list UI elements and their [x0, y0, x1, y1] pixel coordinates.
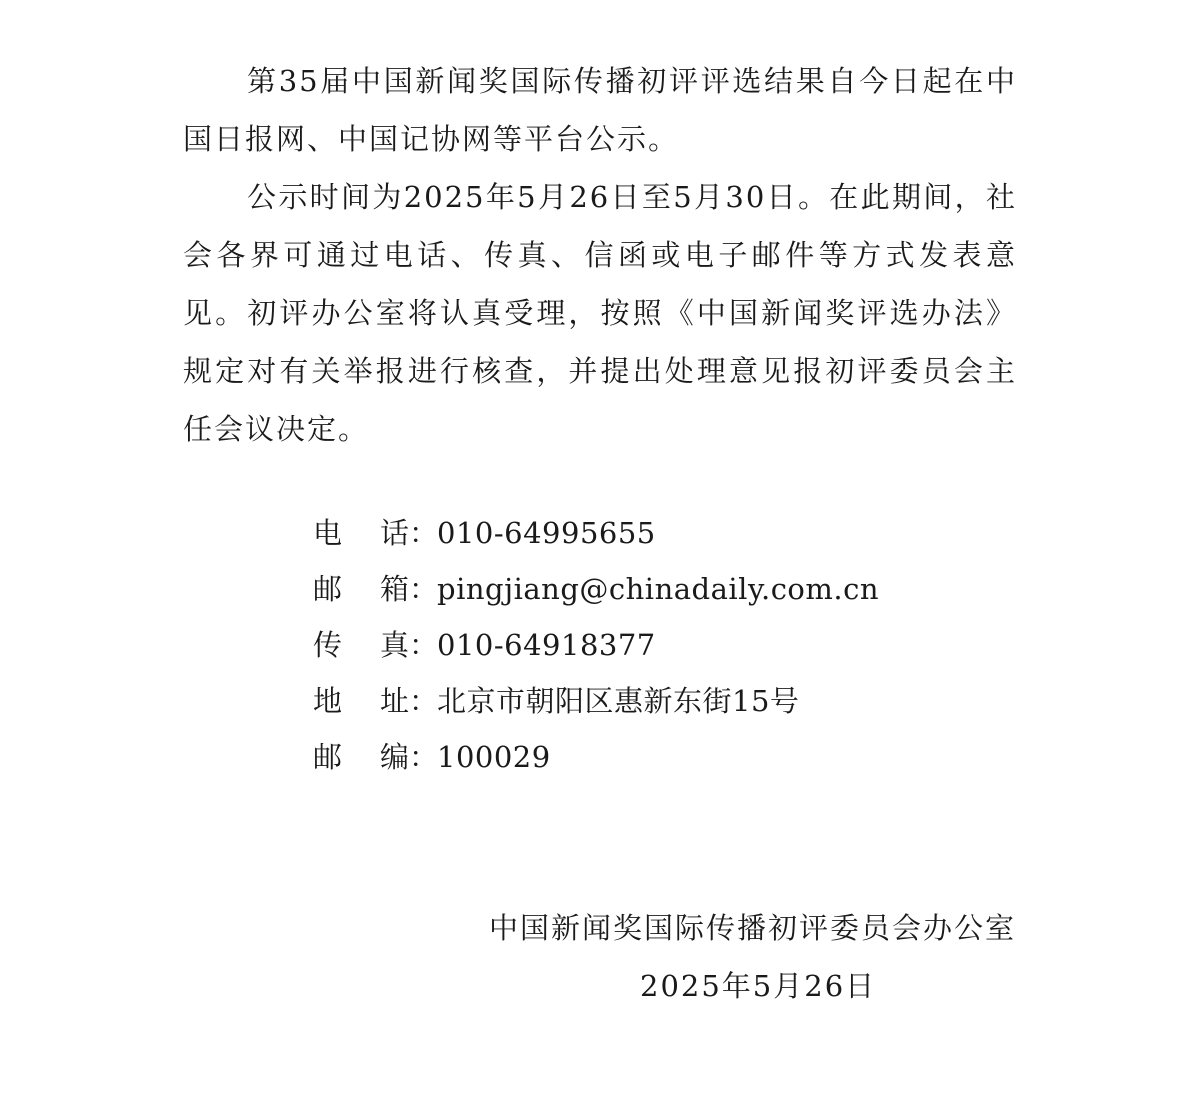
contact-row-email [313, 561, 953, 617]
contact-colon: ： [409, 628, 439, 662]
contact-label-email: 邮箱 [313, 572, 409, 606]
contact-label-postcode: 邮编 [313, 740, 409, 774]
contact-info-block [313, 505, 953, 785]
contact-value-address: 北京市朝阳区惠新东街15号 [437, 684, 800, 718]
contact-label-address: 地址 [313, 684, 409, 718]
contact-label-fax: 传真 [313, 628, 409, 662]
announcement-paragraph-2: 公示时间为2025年5月26日至5月30日。在此期间，社会各界可通过电话、传真、信函或电子邮件等方式发表意见。初评办公室将认真受理，按照《中国新闻奖评选办法》规定对有关举报进行核查，并提出处理意见报初评委员会主任会议决定。 [183, 180, 1017, 446]
contact-value-postcode: 100029 [437, 740, 551, 774]
contact-label-phone: 电话 [313, 516, 409, 550]
signature-organization: 中国新闻奖国际传播初评委员会办公室 [488, 911, 1016, 945]
contact-value-email: pingjiang@chinadaily.com.cn [437, 572, 880, 606]
contact-row-phone [313, 505, 953, 561]
contact-row-address [313, 673, 953, 729]
contact-value-fax: 010-64918377 [437, 628, 656, 662]
announcement-paragraph-1: 第35届中国新闻奖国际传播初评评选结果自今日起在中国日报网、中国记协网等平台公示。 [183, 64, 1017, 156]
signature-date: 2025年5月26日 [640, 969, 877, 1003]
contact-colon: ： [409, 572, 439, 606]
contact-colon: ： [409, 684, 439, 718]
contact-row-postcode [313, 729, 953, 785]
contact-value-phone: 010-64995655 [437, 516, 656, 550]
contact-row-fax [313, 617, 953, 673]
contact-colon: ： [409, 516, 439, 550]
contact-colon: ： [409, 740, 439, 774]
